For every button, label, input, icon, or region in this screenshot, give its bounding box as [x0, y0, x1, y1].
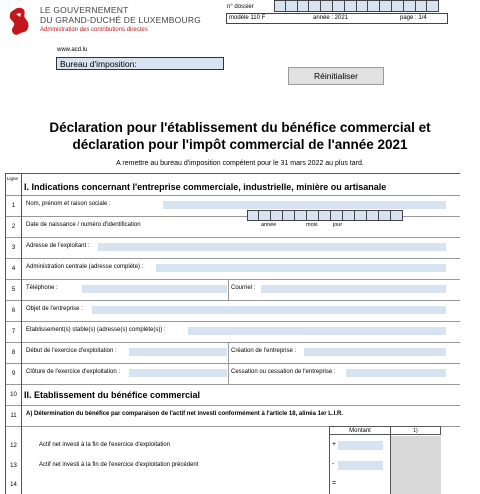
row-label: Téléphone : [26, 285, 58, 291]
central-admin-input[interactable] [156, 264, 446, 272]
row-number: 13 [6, 456, 22, 476]
row-label-2: Création de l'entreprise : [231, 348, 297, 354]
row-number: 7 [6, 321, 22, 342]
row-label-2: Courriel : [231, 285, 256, 291]
birthdate-id-input[interactable] [247, 210, 403, 221]
row-label: A) Détermination du bénéfice par comparaison de l'actif net investi conformément à l'article 18, alinéa 1er L.I.R. [26, 411, 343, 417]
row-number: 1 [6, 195, 22, 216]
jour-sublabel: jour [333, 222, 343, 228]
form-row [6, 279, 460, 301]
page-label: page : 1/4 [400, 15, 427, 21]
row-number: 4 [6, 258, 22, 279]
modele-label: modèle 110 F [229, 15, 266, 21]
row-label: Etablissement(s) stable(s) (adresse(s) complète(s)) : [26, 327, 166, 333]
section1-title: I. Indications concernant l'entreprise commerciale, industrielle, minière ou artisanale [24, 182, 387, 192]
row-number [6, 426, 22, 436]
bureau-imposition-field[interactable]: Bureau d'imposition: [56, 57, 224, 70]
column-1-header: 1) [391, 426, 441, 435]
row-number: 8 [6, 342, 22, 363]
form-meta-row [226, 13, 448, 24]
actif-net-precedent-input[interactable] [338, 461, 383, 470]
section-header-row [6, 384, 460, 406]
name-input[interactable] [163, 201, 446, 209]
cessation-date-input[interactable] [346, 369, 446, 377]
form-row [6, 436, 460, 456]
form-row [6, 321, 460, 343]
row-number: 10 [6, 384, 22, 405]
dossier-number-input[interactable] [274, 0, 439, 13]
minus-sign: - [332, 461, 335, 468]
annee-label: année : 2021 [313, 15, 349, 21]
page-title-line1: Déclaration pour l'établissement du bénéfice commercial et [49, 120, 431, 135]
government-name-line1: LE GOUVERNEMENT [40, 5, 129, 15]
email-input[interactable] [261, 285, 446, 293]
business-object-input[interactable] [92, 306, 446, 314]
row-number: 12 [6, 436, 22, 456]
form-grid [5, 173, 460, 494]
creation-date-input[interactable] [304, 348, 446, 356]
section2-title: II. Etablissement du bénéfice commercial [24, 390, 201, 400]
form-row [6, 405, 460, 427]
montant-header-row [6, 426, 460, 436]
page-subtitle: A remettre au bureau d'imposition compétent pour le 31 mars 2022 au plus tard. [116, 160, 364, 167]
page-title-line2: déclaration pour l'impôt commercial de l'année 2021 [72, 137, 408, 152]
form-row [6, 342, 460, 364]
row-label: Objet de l'entreprise : [26, 306, 83, 312]
row-number: 3 [6, 237, 22, 258]
ligne-label: Ligne [7, 176, 19, 181]
plus-sign: + [332, 441, 337, 448]
form-row [6, 216, 460, 238]
montant-header: Montant [329, 426, 391, 435]
establishments-input[interactable] [188, 327, 446, 335]
grey-cell [391, 436, 441, 456]
section-header-row [6, 174, 460, 196]
luxembourg-lion-logo [6, 6, 32, 36]
row-label: Date de naissance / numéro d'identification [26, 222, 141, 228]
row-label: Début de l'exercice d'exploitation : [26, 348, 117, 354]
row-number: 5 [6, 279, 22, 300]
form-row [6, 363, 460, 385]
equals-sign: = [332, 480, 337, 487]
form-row [6, 476, 460, 494]
address-input[interactable] [98, 243, 446, 251]
government-name-line2: DU GRAND-DUCHÉ DE LUXEMBOURG [40, 15, 201, 25]
reset-button[interactable]: Réinitialiser [288, 67, 384, 85]
grey-cell [391, 456, 441, 476]
ligne-header-cell [6, 174, 22, 195]
row-label: Actif net investi à la fin de l'exercice d'exploitation précédent [39, 462, 199, 468]
row-label: Administration centrale (adresse complète) : [26, 264, 144, 270]
row-label: Actif net investi à la fin de l'exercice d'exploitation [39, 442, 171, 448]
row-number: 9 [6, 363, 22, 384]
start-fiscal-year-input[interactable] [129, 348, 227, 356]
form-row [6, 258, 460, 280]
website-link[interactable]: www.acd.lu [57, 47, 88, 53]
mois-sublabel: mois [306, 222, 318, 228]
row-label-2: Cessation ou cessation de l'entreprise : [231, 369, 336, 375]
grey-cell [391, 476, 441, 494]
row-label: Adresse de l'exploitant : [26, 243, 90, 249]
dossier-label: n° dossier [227, 4, 254, 10]
annee-sublabel: année [261, 222, 277, 228]
row-number: 2 [6, 216, 22, 237]
administration-name: Administration des contributions directes [40, 27, 148, 33]
form-row [6, 300, 460, 322]
form-row [6, 456, 460, 476]
row-label: Nom, prénom et raison sociale : [26, 201, 111, 207]
form-row [6, 237, 460, 259]
row-number: 6 [6, 300, 22, 321]
phone-input[interactable] [82, 285, 227, 293]
actif-net-fin-input[interactable] [338, 441, 383, 450]
row-label: Clôture de l'exercice d'exploitation : [26, 369, 121, 375]
row-number: 14 [6, 476, 22, 494]
end-fiscal-year-input[interactable] [129, 369, 227, 377]
row-number: 11 [6, 405, 22, 426]
